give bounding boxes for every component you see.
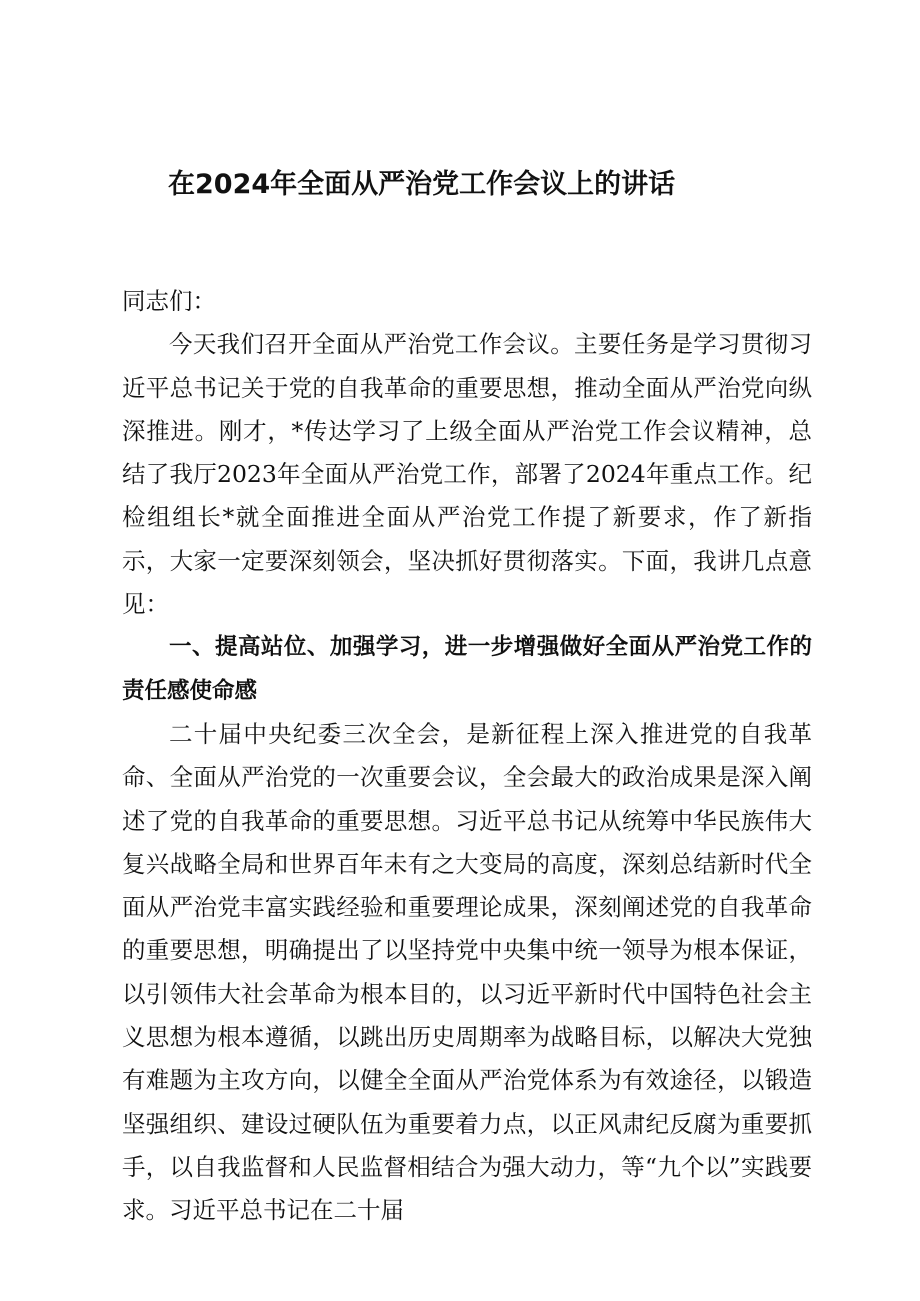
- salutation: 同志们：: [122, 287, 216, 315]
- document-body: [122, 280, 812, 1233]
- paragraph-section-1: 二十届中央纪委三次全会，是新征程上深入推进党的自我革命、全面从严治党的一次重要会议，全会最大的政治成果是深入阐述了党的自我革命的重要思想。习近平总书记从统筹中华民族伟大复兴战略全局和世界百年未有之大变局的高度，深刻总结新时代全面从严治党丰富实践经验和重要理论成果，深刻阐述党的自我革命的重要思想，明确提出了以坚持党中央集中统一领导为根本保证，以引领伟大社会革命为根本目的，以习近平新时代中国特色社会主义思想为根本遵循，以跳出历史周期率为战略目标，以解决大党独有难题为主攻方向，以健全全面从严治党体系为有效途径，以锻造坚强组织、建设过硬队伍为重要着力点，以正风肃纪反腐为重要抓手，以自我监督和人民监督相结合为强大动力，等“九个以”实践要求。习近平总书记在二十届: [122, 719, 812, 1225]
- document-title: 在2024年全面从严治党工作会议上的讲话: [168, 169, 676, 200]
- paragraph-intro: 今天我们召开全面从严治党工作会议。主要任务是学习贯彻习近平总书记关于党的自我革命的重要思想，推动全面从严治党向纵深推进。刚才，*传达学习了上级全面从严治党工作会议精神，总结了我厅2023年全面从严治党工作，部署了2024年重点工作。纪检组组长*就全面推进全面从严治党工作提了新要求，作了新指示，大家一定要深刻领会，坚决抓好贯彻落实。下面，我讲几点意见：: [122, 330, 812, 619]
- section-heading-1: 一、提高站位、加强学习，进一步增强做好全面从严治党工作的责任感使命感: [122, 634, 812, 704]
